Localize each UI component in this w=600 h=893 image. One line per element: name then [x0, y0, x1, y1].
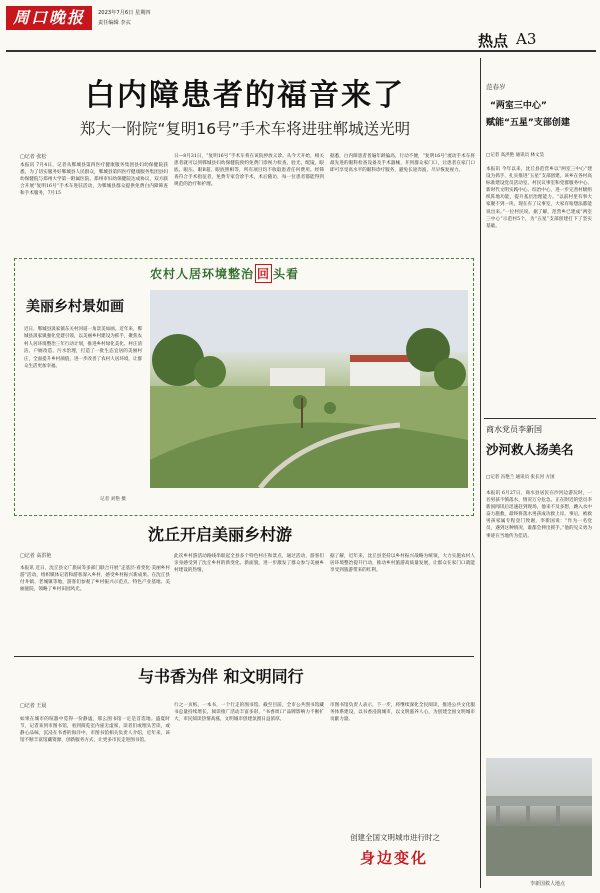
tree-trunk	[301, 398, 303, 428]
lead-headline: 白内障患者的福音来了	[85, 78, 405, 113]
rb-byline: □记者 冯艳兰 通讯员 张长河 方国	[486, 475, 555, 480]
tour-byline: □记者 高洪艳	[20, 553, 52, 559]
rural-title: 美丽乡村景如画	[26, 299, 124, 315]
rural-caption: 近日，郸城县汲家镇东关村河道一角景美如画。近年来，郸城县汲家镇强化党建引领，以美丽乡村建设为抓手，聚焦农村人居环境整治三年行动计划，推进乡村绿化美化、村庄清洁、户厕改造、污水治理，打造了一批生态宜居的美丽村庄，全面提升乡村颜值，进一步改善了农村人居环境，让群众生活更加幸福。	[24, 327, 142, 370]
rb-photo-caption: 李新国救人地点	[530, 881, 566, 887]
tour-column-2: 此次乡村游活动路线串联起全县多个特色村庄和景点，通过活动，游客们亲身感受到了沈丘乡村的新变化、新面貌，进一步激发了群众参与美丽乡村建设的热情。	[174, 554, 324, 574]
tour-column-3: 据了解，近年来，沈丘县坚持以乡村振兴战略为统领，大力实施农村人居环境整治提升行动，推动乡村旅游高质量发展，让群众在家门口就能享受到旅游带来的红利。	[330, 554, 475, 574]
tree-right-2	[434, 358, 466, 390]
masthead-divider	[6, 50, 596, 52]
reading-column-2: 行之一页纸，一本书，一个行走的图书馆。截至目前，全市公共图书馆藏书总量持续增长，阅读推广活动丰富多彩，“书香周口”品牌影响力不断扩大，市民阅读热情高涨，文明城市创建氛围日益浓厚。	[174, 703, 324, 723]
shrub-2	[324, 402, 336, 414]
lead-column-2: 日—8月31日，“复明16号”手术车将在该院停放义诊。从今天开始，相关患者就可以到郸城县妇幼保健院预约免费门诊视力检查、验光、配镜，眼底、眼压、眼B超、眼底照相等，所有项目均不收取患者任何费用。经筛查符合手术指征者，免费专家会诊手术，术后随访，每一位患者都能得到规范的治疗和护理。	[174, 154, 324, 188]
newspaper-logo: 周口晚报	[6, 6, 92, 30]
river-water	[486, 826, 592, 876]
bridge-pier	[526, 806, 530, 826]
village-scene-illustration	[150, 290, 468, 488]
tour-column-1: 本报讯 近日，沈丘县文广旅局等多部门联合开展“走基层·看变化·美丽乡村游”活动，组织媒体记者和游客深入乡村，感受乡村振兴新成果。在沈丘县付井镇、老城镇等地，游客们参观了乡村振兴示范点、特色产业基地、美丽庭院，领略了乡村田园风光。	[20, 566, 170, 593]
rural-photo-credit: 记者 刘艳 摄	[100, 497, 126, 502]
column-separator	[480, 58, 481, 888]
rescue-site-illustration	[486, 758, 592, 876]
reading-column-3: 市图书馆负责人表示，下一步，将继续深化全民阅读，推进公共文化服务体系建设，以书香浸润城市，以文明滋养人心，为创建全国文明城市贡献力量。	[330, 703, 475, 723]
rt-byline: □记者 高洪艳 通讯员 林文昊	[486, 153, 545, 158]
shrub	[293, 395, 307, 409]
rt-body: 本报讯 今年以来，沈丘县范营乡以“两室三中心”建设为抓手，扎实推进“五星”支部创建。该乡在各村高标准建设党员活动室、村民议事室和党群服务中心、新时代文明实践中心、综治中心，进一步完善村级组织阵地功能，提升基层治理能力。“以前村里有事大家聚不到一块，现在有了议事室，大家有啥想法都能说出来。”一位村民说。据了解，范营乡已建成“两室三中心”示范村5个，为“五星”支部创建打下了坚实基础。	[486, 167, 592, 229]
building-middle	[270, 368, 325, 388]
page-number: A3	[516, 30, 537, 48]
bridge-deck	[486, 796, 592, 806]
reading-byline: □记者 王晨	[20, 703, 47, 709]
tree-left-2	[194, 356, 226, 388]
rural-banner-left: 农村人居环境整治	[150, 267, 255, 281]
rescue-site-photo	[486, 758, 592, 876]
rt-title-line2: 赋能“五星”支部创建	[486, 118, 570, 128]
reading-column-1: 如果在城市的喧嚣中觅得一份静谧，那么图书馆一定是首选地。盛夏时节，记者来到市图书馆，看到阅览室内座无虚席，读者们或埋头苦读，或静心品味，沉浸在书香的海洋中。市图书馆相关负责人介绍，近年来，该馆不断丰富馆藏资源，创新服务方式，让更多市民走进图书馆。	[20, 717, 170, 744]
lead-column-3: 据悉，白内障患者普遍年龄偏高，行动不便，“复明16号”流动手术车将最先进的眼科检查设备及手术器械，开到群众家门口，让患者在家门口即可享受高水平的眼科诊疗服务，避免长途奔波，尽早恢复视力。	[330, 154, 475, 174]
lead-byline: □记者 张松	[20, 154, 47, 160]
rural-banner-hui: 回	[255, 264, 272, 283]
rural-banner	[150, 264, 410, 283]
reading-title: 与书香为伴 和文明同行	[138, 667, 304, 686]
section-name: 热点	[478, 32, 509, 50]
rb-body: 本报讯 6月27日，商水县居民在沙河边游玩时，一名男孩不慎落水，情况万分危急。正在附近的党员李新国闻讯后迅速赶到现场，他来不及多想，跳入水中奋力施救，最终将落水男孩成功救上岸。事后，被救男孩家属专程登门致谢，李新国说：“作为一名党员，遇到这种情况，谁都会伸出援手。”他的见义勇为事迹在当地传为佳话。	[486, 491, 592, 539]
tour-title: 沈丘开启美丽乡村游	[148, 525, 293, 544]
lead-subhead: 郑大一附院“复明16号”手术车将进驻郸城送光明	[79, 120, 411, 138]
editor-credit: 责任编辑 李玄	[98, 20, 131, 26]
rt-author: 范春岁	[486, 83, 506, 91]
reading-series-badge: 身边变化	[360, 849, 429, 867]
bridge-pier	[556, 806, 560, 826]
tour-divider	[14, 656, 474, 657]
rb-title: 沙河救人扬美名	[486, 442, 574, 457]
lead-column-1: 本报讯 7月4日，记者从郸城县第四医疗健康服务集团县妇幼保健院获悉，为了切实服务好郸城县人民群众，郸城县第四医疗健康服务集团县妇幼保健院与郑州大学第一附属医院、郑州市妇幼保健院达成协议，双方联合开展“复明16号”手术车进驻活动，为郸城县群众提供免费白内障筛查和手术服务，7月15	[20, 163, 168, 197]
rural-banner-right: 头看	[273, 267, 300, 281]
bridge-pier	[496, 806, 500, 826]
issue-date: 2023年7月6日 星期四	[98, 10, 151, 16]
rb-kicker: 商水党员李新国	[486, 425, 542, 434]
reading-series-tail: 创建全国文明城市进行时之	[350, 833, 440, 842]
rt-title-line1: “两室三中心”	[490, 101, 547, 111]
village-river-photo	[150, 290, 468, 488]
building-right	[350, 360, 420, 390]
rb-divider	[484, 418, 596, 419]
